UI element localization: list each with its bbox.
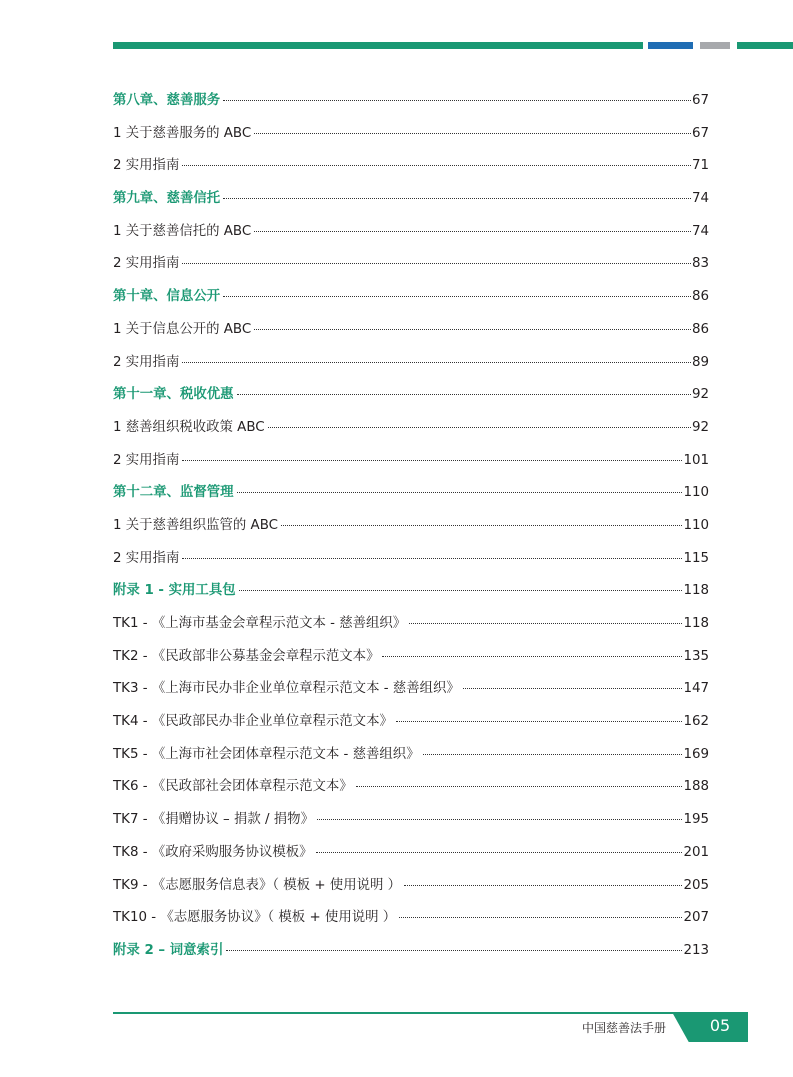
toc-entry-title: 2 实用指南 — [113, 354, 180, 370]
toc-entry-page: 92 — [691, 419, 709, 435]
toc-entry-title: 第十二章、监督管理 — [113, 485, 234, 501]
toc-entry-title: 2 实用指南 — [113, 550, 180, 566]
toc-chapter-entry[interactable] — [113, 935, 709, 968]
toc-entry-title: 1 关于信息公开的 ABC — [113, 321, 252, 337]
toc-entry-page: 83 — [691, 256, 709, 272]
toc-chapter-entry[interactable] — [113, 281, 709, 314]
toc-dot-leader — [182, 361, 691, 363]
toc-dot-leader — [182, 557, 682, 559]
toc-entry[interactable] — [113, 706, 709, 739]
toc-entry[interactable] — [113, 739, 709, 772]
toc-entry-page: 118 — [683, 583, 709, 599]
toc-entry-page: 74 — [691, 191, 709, 207]
footer-book-title: 中国慈善法手册 — [581, 1021, 666, 1035]
toc-dot-leader — [382, 655, 682, 657]
toc-chapter-entry[interactable] — [113, 575, 709, 608]
toc-entry[interactable] — [113, 347, 709, 380]
toc-entry-page: 86 — [691, 321, 709, 337]
toc-dot-leader — [254, 132, 691, 134]
toc-entry[interactable] — [113, 673, 709, 706]
toc-entry-page: 67 — [691, 125, 709, 141]
toc-entry-page: 147 — [683, 681, 709, 697]
toc-dot-leader — [409, 622, 682, 624]
toc-entry-title: TK1 - 《上海市基金会章程示范文本 - 慈善组织》 — [113, 616, 407, 631]
toc-entry[interactable] — [113, 771, 709, 804]
toc-entry-title: 1 关于慈善组织监管的 ABC — [113, 517, 279, 533]
toc-entry-title: TK5 - 《上海市社会团体章程示范文本 - 慈善组织》 — [113, 746, 420, 762]
toc-entry-title: 1 关于慈善服务的 ABC — [113, 125, 252, 141]
toc-entry-page: 71 — [691, 158, 709, 174]
toc-entry-title: TK7 - 《捐赠协议 – 捐款 / 捐物》 — [113, 812, 314, 828]
toc-entry-page: 188 — [683, 779, 709, 795]
header-bar-gray — [700, 42, 730, 49]
toc-entry[interactable] — [113, 118, 709, 151]
toc-dot-leader — [182, 164, 691, 166]
toc-entry-title: TK2 - 《民政部非公募基金会章程示范文本》 — [113, 648, 380, 664]
table-of-contents — [113, 85, 709, 968]
toc-entry-page: 67 — [691, 93, 709, 108]
toc-entry-title: TK8 - 《政府采购服务协议模板》 — [113, 844, 313, 860]
toc-entry-page: 101 — [683, 452, 709, 468]
toc-dot-leader — [254, 328, 691, 330]
toc-entry[interactable] — [113, 804, 709, 837]
toc-dot-leader — [396, 720, 683, 722]
toc-entry[interactable] — [113, 314, 709, 347]
toc-dot-leader — [223, 197, 691, 199]
toc-entry-title: 1 关于慈善信托的 ABC — [113, 223, 252, 239]
toc-entry-title: TK6 - 《民政部社会团体章程示范文本》 — [113, 779, 353, 795]
toc-entry[interactable] — [113, 837, 709, 870]
toc-entry-page: 89 — [691, 354, 709, 370]
toc-dot-leader — [254, 230, 691, 232]
header-bar-blue — [648, 42, 693, 49]
toc-entry-title: 第八章、慈善服务 — [113, 93, 221, 108]
toc-dot-leader — [399, 916, 682, 918]
toc-entry-page: 213 — [683, 942, 709, 958]
footer-page-number: 05 — [709, 1016, 731, 1035]
header-bar-green — [113, 42, 643, 49]
toc-entry-page: 92 — [691, 387, 709, 403]
toc-entry[interactable] — [113, 445, 709, 478]
toc-entry-title: 附录 1 - 实用工具包 — [113, 583, 236, 599]
toc-entry[interactable] — [113, 870, 709, 903]
toc-entry[interactable] — [113, 412, 709, 445]
toc-entry-title: TK9 - 《志愿服务信息表》（ 模板 + 使用说明 ） — [113, 877, 402, 893]
toc-dot-leader — [226, 949, 682, 951]
toc-entry-page: 195 — [683, 812, 709, 828]
toc-entry-title: 第十章、信息公开 — [113, 289, 221, 305]
toc-entry[interactable] — [113, 510, 709, 543]
toc-dot-leader — [268, 426, 691, 428]
toc-entry-page: 207 — [683, 910, 709, 926]
toc-entry-title: TK10 - 《志愿服务协议》（ 模板 + 使用说明 ） — [113, 910, 397, 926]
toc-entry-title: 2 实用指南 — [113, 452, 180, 468]
toc-entry-page: 110 — [683, 517, 709, 533]
toc-entry[interactable] — [113, 543, 709, 576]
toc-dot-leader — [463, 687, 683, 689]
toc-entry-page: 205 — [683, 877, 709, 893]
toc-dot-leader — [356, 785, 683, 787]
toc-entry-page: 86 — [691, 289, 709, 305]
toc-dot-leader — [237, 393, 691, 395]
toc-entry[interactable] — [113, 641, 709, 674]
toc-entry-page: 169 — [683, 746, 709, 762]
toc-entry[interactable] — [113, 608, 709, 641]
toc-entry-title: TK3 - 《上海市民办非企业单位章程示范文本 - 慈善组织》 — [113, 681, 460, 697]
header-bar-green-right — [737, 42, 793, 49]
toc-entry-title: 2 实用指南 — [113, 158, 180, 174]
toc-dot-leader — [281, 524, 682, 526]
toc-entry-page: 110 — [683, 485, 709, 501]
toc-entry-title: 1 慈善组织税收政策 ABC — [113, 419, 265, 435]
footer-rule — [113, 1012, 673, 1014]
toc-entry[interactable] — [113, 216, 709, 249]
toc-chapter-entry[interactable] — [113, 183, 709, 216]
toc-entry-page: 74 — [691, 223, 709, 239]
toc-dot-leader — [317, 818, 682, 820]
toc-entry-page: 201 — [683, 844, 709, 860]
toc-entry-page: 115 — [683, 550, 709, 566]
toc-dot-leader — [423, 753, 683, 755]
toc-dot-leader — [182, 459, 682, 461]
toc-chapter-entry[interactable] — [113, 379, 709, 412]
toc-entry-page: 135 — [683, 648, 709, 664]
toc-dot-leader — [237, 491, 683, 493]
toc-dot-leader — [223, 295, 691, 297]
toc-entry-title: 附录 2 – 词意索引 — [113, 942, 224, 958]
toc-dot-leader — [223, 99, 691, 101]
toc-entry-page: 118 — [683, 616, 709, 631]
toc-entry-title: TK4 - 《民政部民办非企业单位章程示范文本》 — [113, 714, 393, 730]
toc-chapter-entry[interactable] — [113, 477, 709, 510]
toc-entry-page: 162 — [683, 714, 709, 730]
toc-dot-leader — [182, 262, 691, 264]
toc-dot-leader — [239, 589, 683, 591]
toc-entry-title: 第十一章、税收优惠 — [113, 387, 234, 403]
toc-chapter-entry[interactable] — [113, 85, 709, 118]
toc-entry-title: 第九章、慈善信托 — [113, 191, 221, 207]
toc-entry[interactable] — [113, 248, 709, 281]
toc-dot-leader — [404, 884, 682, 886]
toc-entry[interactable] — [113, 150, 709, 183]
toc-entry-title: 2 实用指南 — [113, 256, 180, 272]
toc-entry[interactable] — [113, 902, 709, 935]
toc-dot-leader — [316, 851, 683, 853]
